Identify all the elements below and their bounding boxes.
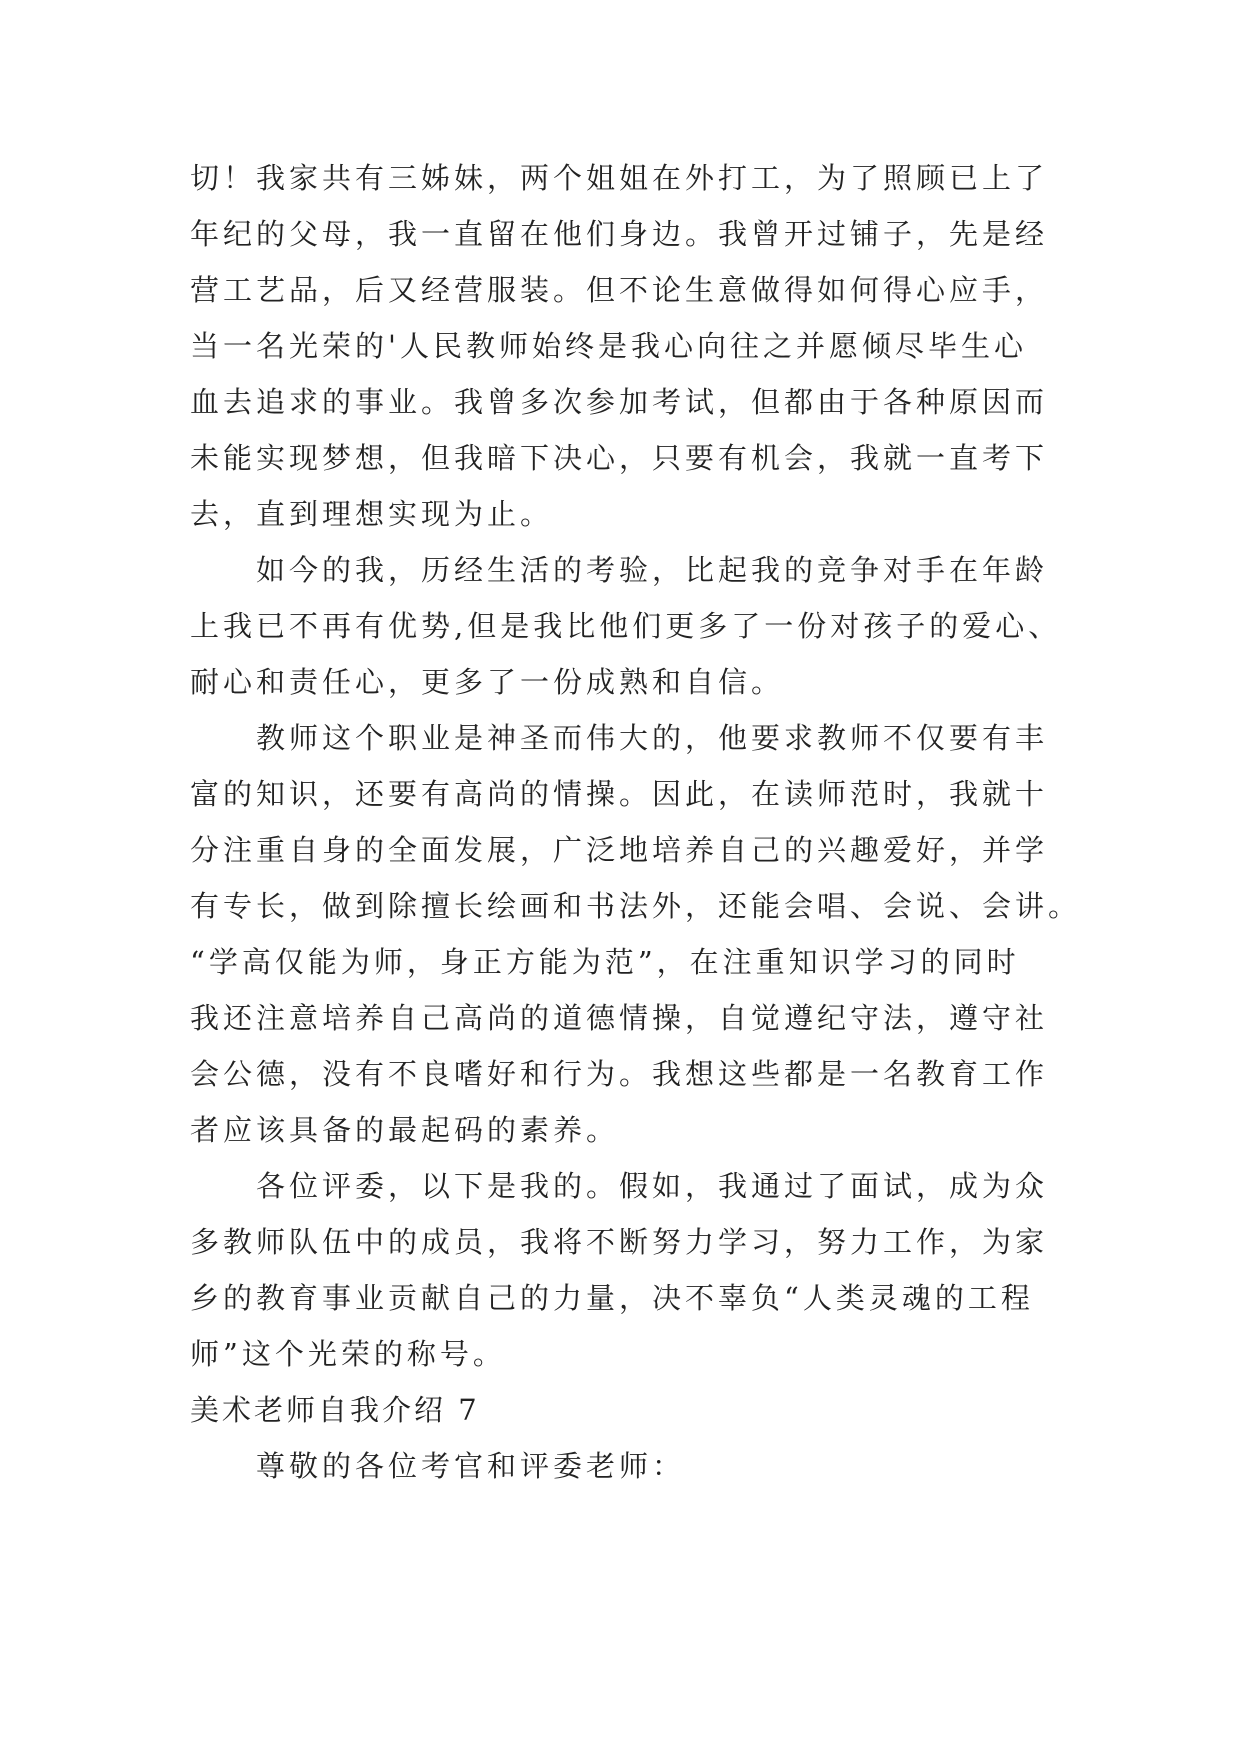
text-line: 多教师队伍中的成员，我将不断努力学习，努力工作，为家 bbox=[190, 1225, 1049, 1259]
text-line: 切！我家共有三姊妹，两个姐姐在外打工，为了照顾已上了 bbox=[190, 161, 1049, 195]
paragraph-start-line: 如今的我，历经生活的考验，比起我的竞争对手在年龄 bbox=[256, 553, 1049, 587]
text-line: 分注重自身的全面发展，广泛地培养自己的兴趣爱好，并学 bbox=[190, 833, 1049, 867]
document-body bbox=[190, 150, 1082, 1494]
text-line: 有专长，做到除擅长绘画和书法外，还能会唱、会说、会讲。 bbox=[190, 889, 1082, 923]
text-line: 会公德，没有不良嗜好和行为。我想这些都是一名教育工作 bbox=[190, 1057, 1049, 1091]
text-line: 营工艺品，后又经营服装。但不论生意做得如何得心应手， bbox=[190, 273, 1049, 307]
text-line: 血去追求的事业。我曾多次参加考试，但都由于各种原因而 bbox=[190, 385, 1049, 419]
text-line: 乡的教育事业贡献自己的力量，决不辜负“人类灵魂的工程 bbox=[190, 1281, 1034, 1315]
text-line: 当一名光荣的'人民教师始终是我心向往之并愿倾尽毕生心 bbox=[190, 329, 1027, 363]
text-line: 富的知识，还要有高尚的情操。因此，在读师范时，我就十 bbox=[190, 777, 1049, 811]
text-line: 未能实现梦想，但我暗下决心，只要有机会，我就一直考下 bbox=[190, 441, 1049, 475]
paragraph-start-line: 各位评委，以下是我的。假如，我通过了面试，成为众 bbox=[256, 1169, 1049, 1203]
salutation-line: 尊敬的各位考官和评委老师： bbox=[256, 1449, 686, 1483]
text-line: 耐心和责任心，更多了一份成熟和自信。 bbox=[190, 665, 785, 699]
section-heading: 美术老师自我介绍 7 bbox=[190, 1393, 480, 1427]
text-line: 者应该具备的最起码的素养。 bbox=[190, 1113, 620, 1147]
text-line: 上我已不再有优势,但是我比他们更多了一份对孩子的爱心、 bbox=[190, 609, 1062, 643]
paragraph-start-line: 教师这个职业是神圣而伟大的，他要求教师不仅要有丰 bbox=[256, 721, 1049, 755]
text-line: 师”这个光荣的称号。 bbox=[190, 1337, 506, 1371]
text-line: “学高仅能为师，身正方能为范”，在注重知识学习的同时 bbox=[190, 945, 1020, 979]
text-line: 我还注意培养自己高尚的道德情操，自觉遵纪守法，遵守社 bbox=[190, 1001, 1049, 1035]
text-line: 年纪的父母，我一直留在他们身边。我曾开过铺子，先是经 bbox=[190, 217, 1049, 251]
text-line: 去，直到理想实现为止。 bbox=[190, 497, 554, 531]
